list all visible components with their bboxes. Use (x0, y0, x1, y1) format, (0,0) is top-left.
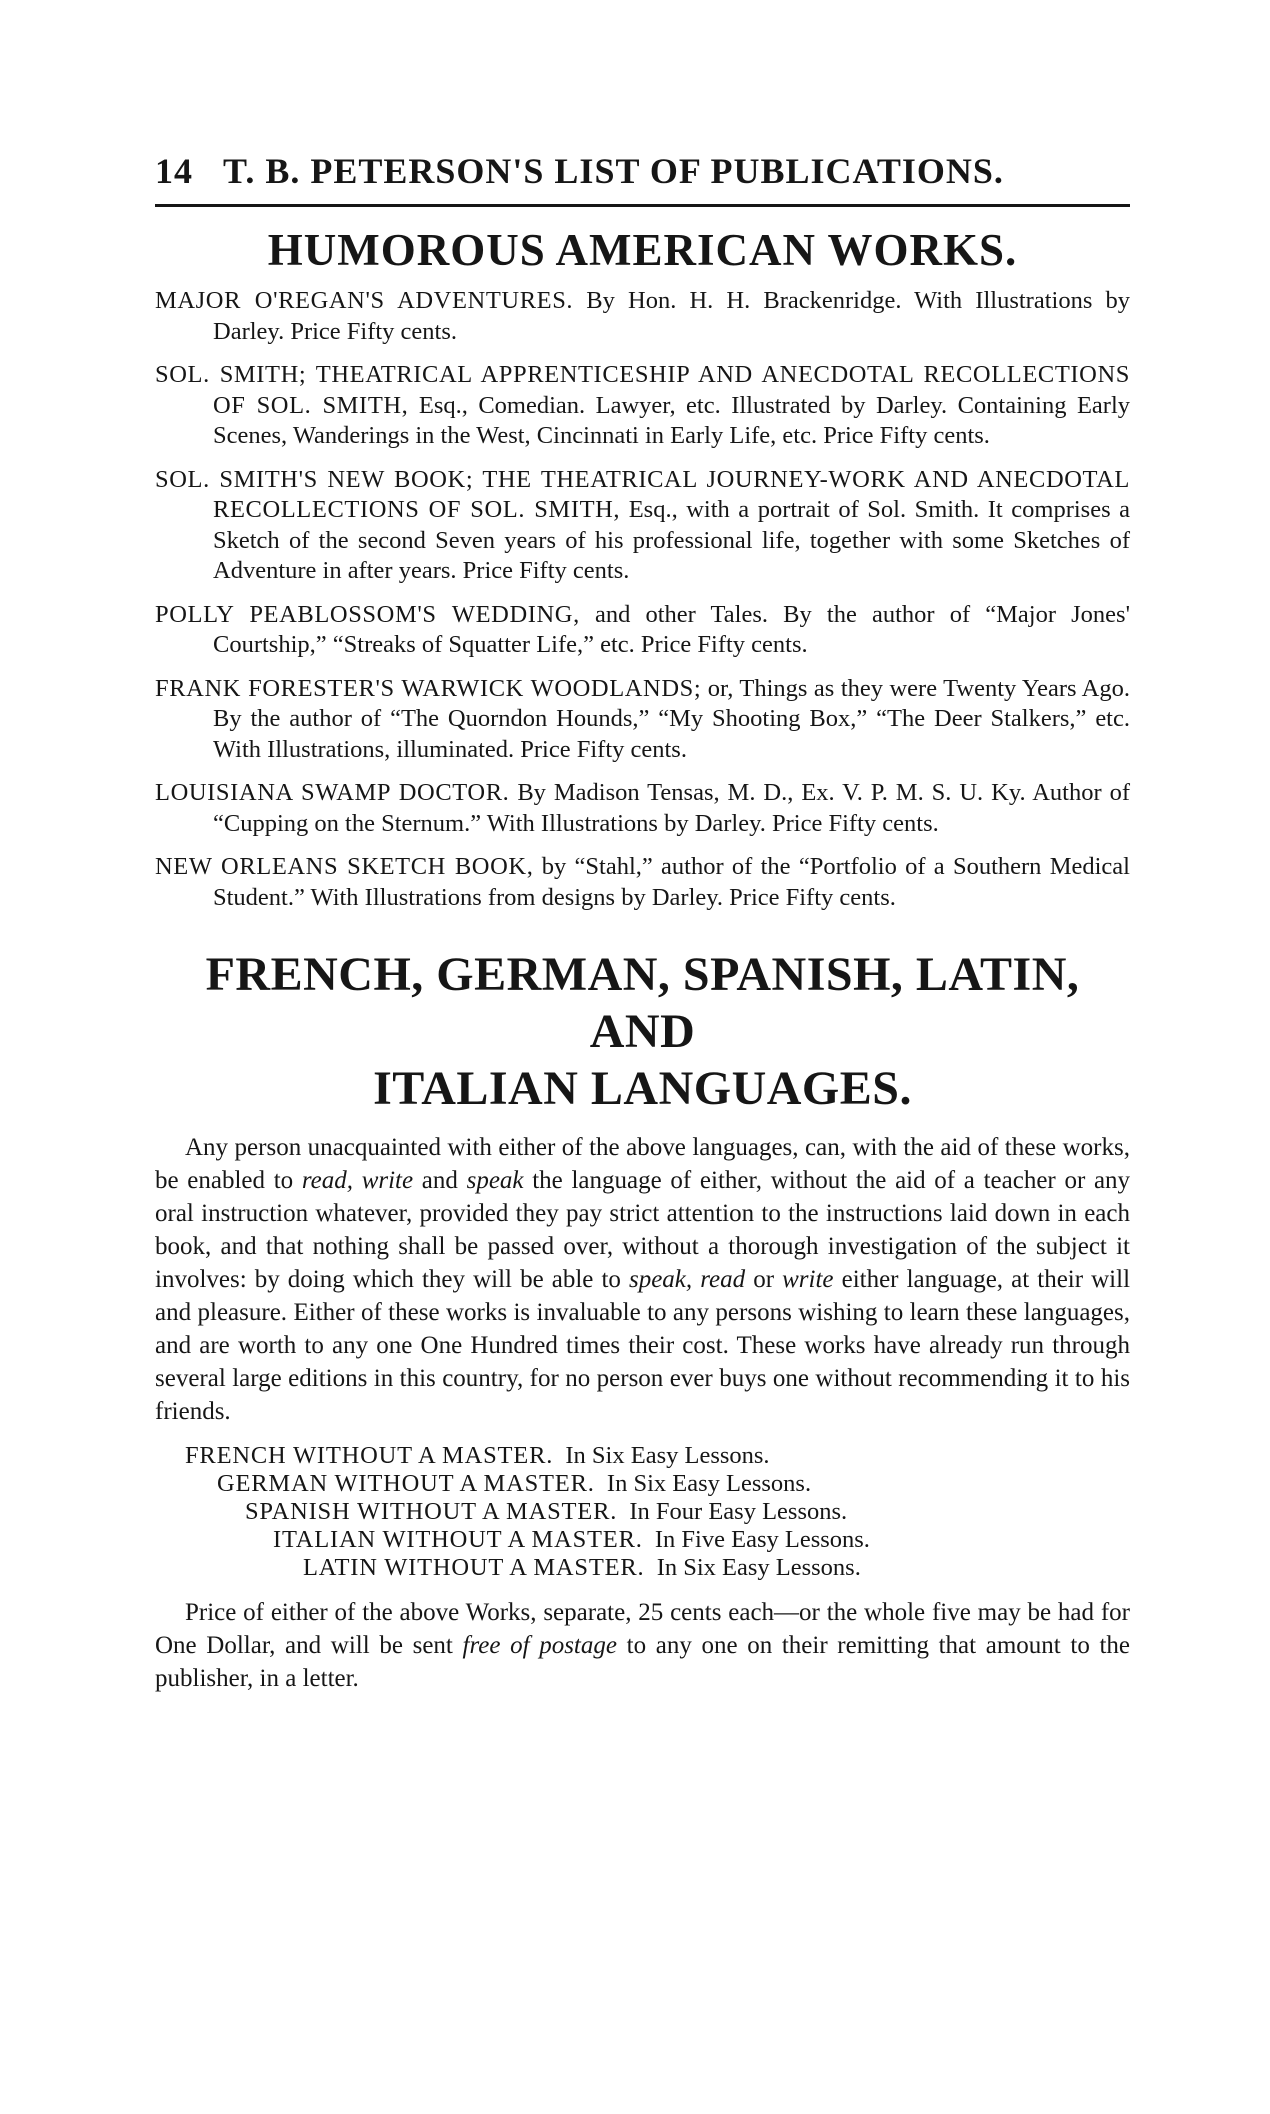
language-titles (155, 1442, 1130, 1582)
language-title: ITALIAN WITHOUT A MASTER. (273, 1526, 643, 1554)
entry-title: FRANK FORESTER'S WARWICK WOODLANDS; (155, 674, 702, 702)
language-title: GERMAN WITHOUT A MASTER. (217, 1470, 595, 1498)
intro-text: either language, at their will and pleasure. Either of these works is invaluable to any persons wishing to learn these languages, and are worth to any one One Hundred times their cost. These works have already run through several large editions in this country, for no person ever buys one without recommending it to his friends. (155, 1266, 1131, 1426)
entry-body: or, Things as they were Twenty Years Ago. By the author of “The Quorndon Hounds,” “My Shooting Box,” “The Deer Stalkers,” etc. With Illustrations, illuminated. Price Fifty cents. (213, 674, 1130, 763)
page (155, 150, 1130, 1695)
header-rule (155, 204, 1130, 207)
entry-body: By Madison Tensas, M. D., Ex. V. P. M. S. U. Ky. Author of “Cupping on the Sternum.” With Illustrations by Darley. Price Fifty cents. (213, 779, 1130, 837)
price-paragraph (155, 1596, 1130, 1695)
intro-text: and (421, 1167, 458, 1195)
list-item (155, 1554, 1130, 1582)
language-detail: In Six Easy Lessons. (656, 1554, 861, 1582)
language-detail: In Six Easy Lessons. (606, 1470, 812, 1498)
entry-body: By Hon. H. H. Brackenridge. With Illustrations by Darley. Price Fifty cents. (213, 287, 1130, 345)
page-number: 14 (155, 151, 193, 191)
list-item (155, 465, 1130, 587)
humorous-heading: HUMOROUS AMERICAN WORKS. (267, 225, 1018, 275)
list-item (155, 360, 1130, 452)
entry-title: NEW ORLEANS SKETCH BOOK, (155, 853, 534, 881)
list-item (155, 1498, 1130, 1526)
list-item (155, 778, 1130, 839)
languages-heading (155, 947, 1130, 1117)
intro-text: the language of either, without the aid of a teacher or any oral instruction whatever, provided they pay strict attention to the instructions laid down in each book, and that nothing shall be passed over, without a thorough investigation of the subject it involves: by doing which they will be able to (155, 1167, 1131, 1294)
list-item (155, 600, 1130, 661)
intro-emphasis: write (782, 1266, 834, 1294)
entry-title: POLLY PEABLOSSOM'S WEDDING, (155, 600, 580, 628)
list-item (155, 1470, 1130, 1498)
entry-body: by “Stahl,” author of the “Portfolio of a Southern Medical Student.” With Illustrations from designs by Darley. Price Fifty cents. (213, 853, 1130, 911)
intro-emphasis: speak, read (628, 1266, 746, 1294)
language-detail: In Six Easy Lessons. (565, 1442, 770, 1470)
language-title: FRENCH WITHOUT A MASTER. (185, 1442, 554, 1470)
language-title: SPANISH WITHOUT A MASTER. (245, 1498, 618, 1526)
languages-heading-line1: FRENCH, GERMAN, SPANISH, LATIN, AND (205, 948, 1080, 1058)
price-text: to any one on their remitting that amount to the publisher, in a letter. (155, 1632, 1131, 1693)
languages-heading-line2: ITALIAN LANGUAGES. (373, 1061, 912, 1115)
intro-emphasis: read, write (301, 1167, 414, 1195)
running-title: T. B. PETERSON'S LIST OF PUBLICATIONS. (223, 151, 1004, 191)
entry-body: Esq., with a portrait of Sol. Smith. It comprises a Sketch of the second Seven years of his professional life, together with some Sketches of Adventure in after years. Price Fifty cents. (213, 496, 1130, 585)
price-emphasis: free of postage (462, 1632, 617, 1660)
language-detail: In Five Easy Lessons. (654, 1526, 870, 1554)
entry-title: LOUISIANA SWAMP DOCTOR. (155, 779, 510, 807)
running-head (155, 150, 1130, 192)
list-item (155, 1442, 1130, 1470)
list-item (155, 286, 1130, 347)
entry-body: Esq., Comedian. Lawyer, etc. Illustrated by Darley. Containing Early Scenes, Wanderings in the West, Cincinnati in Early Life, etc. Price Fifty cents. (213, 391, 1130, 450)
languages-intro (155, 1131, 1130, 1428)
language-detail: In Four Easy Lessons. (629, 1498, 848, 1526)
entry-title: SOL. SMITH; THEATRICAL APPRENTICESHIP AND ANECDOTAL RECOLLECTIONS OF SOL. SMITH, (155, 361, 1130, 419)
intro-emphasis: speak (466, 1167, 524, 1195)
entry-title: MAJOR O'REGAN'S ADVENTURES. (155, 287, 574, 315)
price-text: Price of either of the above Works, separate, 25 cents each—or the whole five may be had for One Dollar, and will be sent (155, 1599, 1130, 1660)
entry-title: SOL. SMITH'S NEW BOOK; THE THEATRICAL JOURNEY-WORK AND ANECDOTAL RECOLLECTIONS OF SOL. SMITH, (155, 465, 1130, 524)
intro-text: or (753, 1266, 775, 1294)
language-title: LATIN WITHOUT A MASTER. (303, 1554, 645, 1582)
list-item (155, 1526, 1130, 1554)
list-item (155, 852, 1130, 913)
list-item (155, 674, 1130, 766)
intro-text: Any person unacquainted with either of the above languages, can, with the aid of these works, be enabled to (155, 1134, 1130, 1195)
entry-body: and other Tales. By the author of “Major Jones' Courtship,” “Streaks of Squatter Life,” etc. Price Fifty cents. (213, 600, 1131, 659)
